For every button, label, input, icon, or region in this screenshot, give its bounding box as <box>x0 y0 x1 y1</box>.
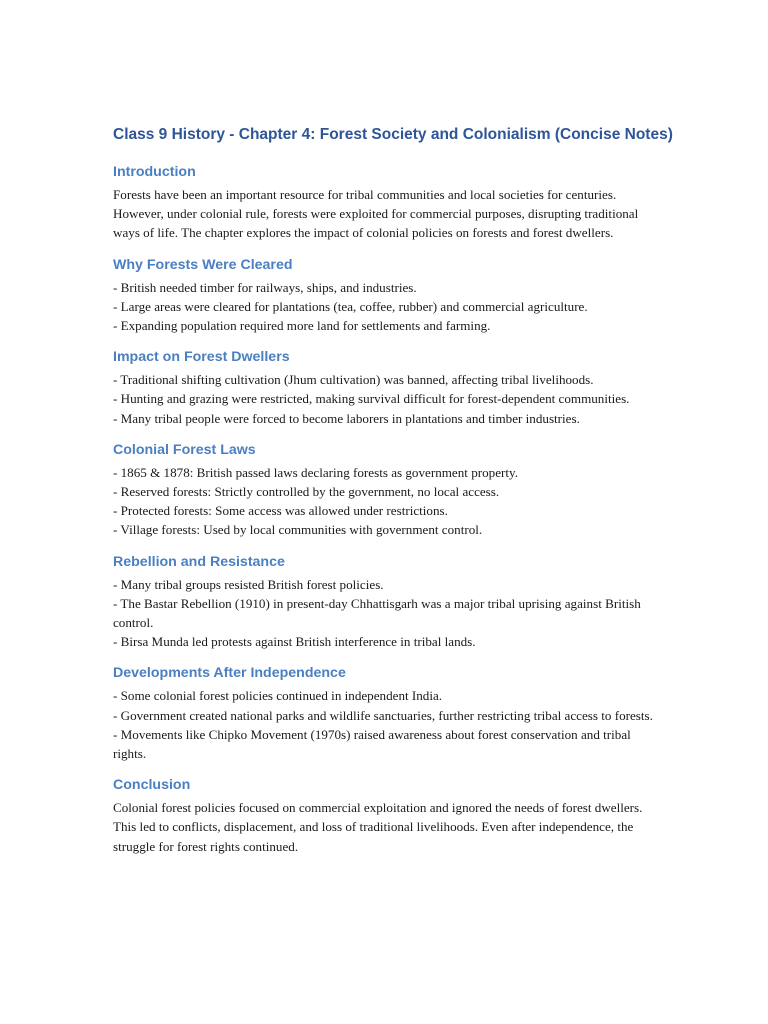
document-page <box>113 124 673 868</box>
section-introduction <box>113 162 658 243</box>
section-colonial-forest-laws <box>113 440 658 540</box>
list-item: - Village forests: Used by local communities with government control. <box>113 522 483 538</box>
section-rebellion-and-resistance <box>113 552 658 652</box>
list-item: - Many tribal groups resisted British forest policies. <box>113 576 384 592</box>
section-heading: Impact on Forest Dwellers <box>113 349 290 366</box>
list-item: - Many tribal people were forced to become laborers in plantations and timber industries. <box>113 410 580 426</box>
section-paragraph: Colonial forest policies focused on commercial exploitation and ignored the needs of forest dwellers. This led to conflicts, displacement, and loss of traditional livelihoods. Even after independence, the struggle for forest rights continued. <box>113 800 643 854</box>
list-item: - Movements like Chipko Movement (1970s) raised awareness about forest conservation and tribal rights. <box>113 726 631 762</box>
list-item: - Some colonial forest policies continued in independent India. <box>113 688 443 704</box>
section-heading: Why Forests Were Cleared <box>113 256 293 273</box>
section-paragraph: Forests have been an important resource for tribal communities and local societies for centuries. However, under colonial rule, forests were exploited for commercial purposes, disrupting traditional ways of life. The chapter explores the impact of colonial policies on forests and forest dwellers. <box>113 187 639 241</box>
section-conclusion <box>113 775 658 856</box>
section-heading: Developments After Independence <box>113 665 346 682</box>
bullet-list <box>113 575 658 652</box>
section-why-forests-were-cleared <box>113 255 658 336</box>
bullet-list <box>113 686 658 763</box>
bullet-list <box>113 278 658 336</box>
bullet-list <box>113 370 658 428</box>
section-heading: Rebellion and Resistance <box>113 553 285 570</box>
list-item: - The Bastar Rebellion (1910) in present-day Chhattisgarh was a major tribal uprising against British control. <box>113 595 641 631</box>
list-item: - Expanding population required more land for settlements and farming. <box>113 318 491 334</box>
section-developments-after-independence <box>113 663 658 763</box>
bullet-list <box>113 463 658 540</box>
section-heading: Introduction <box>113 164 196 180</box>
section-heading: Conclusion <box>113 777 191 794</box>
list-item: - Protected forests: Some access was allowed under restrictions. <box>113 503 448 519</box>
document-title: Class 9 History - Chapter 4: Forest Society and Colonialism (Concise Notes) <box>113 126 673 143</box>
list-item: - Traditional shifting cultivation (Jhum cultivation) was banned, affecting tribal livelihoods. <box>113 372 594 388</box>
list-item: - Hunting and grazing were restricted, making survival difficult for forest-dependent communities. <box>113 391 630 407</box>
list-item: - British needed timber for railways, ships, and industries. <box>113 279 417 295</box>
list-item: - Birsa Munda led protests against British interference in tribal lands. <box>113 634 476 650</box>
section-impact-on-forest-dwellers <box>113 347 658 428</box>
list-item: - Large areas were cleared for plantations (tea, coffee, rubber) and commercial agriculture. <box>113 298 588 314</box>
section-heading: Colonial Forest Laws <box>113 441 256 458</box>
list-item: - 1865 & 1878: British passed laws declaring forests as government property. <box>113 464 518 480</box>
list-item: - Reserved forests: Strictly controlled by the government, no local access. <box>113 484 500 500</box>
list-item: - Government created national parks and wildlife sanctuaries, further restricting tribal access to forests. <box>113 707 653 723</box>
